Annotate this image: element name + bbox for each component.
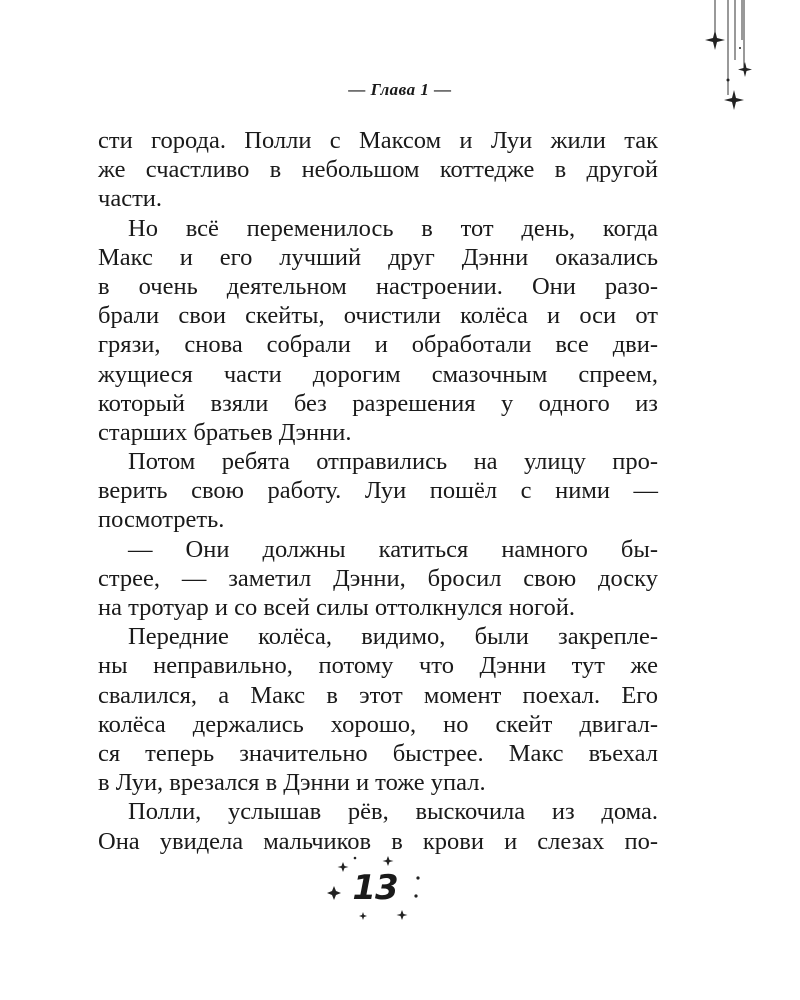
text-line: брали свои скейты, очистили колёса и оси от <box>98 302 658 330</box>
text-line: жущиеся части дорогим смазочным спреем, <box>98 360 658 388</box>
paragraph-3 <box>98 447 658 535</box>
paragraph-5 <box>98 622 658 797</box>
text-line: старших братьев Дэнни. <box>98 418 352 446</box>
text-line: Полли, услышав рёв, выскочила из дома. <box>128 798 658 826</box>
text-line: в Луи, врезался в Дэнни и тоже упал. <box>98 769 486 797</box>
body-text <box>98 126 658 856</box>
text-line: на тротуар и со всей силы оттолкнулся ногой. <box>98 594 575 621</box>
text-line: Она увидела мальчиков в крови и слезах по- <box>98 827 658 855</box>
text-line: в очень деятельном настроении. Они разо- <box>98 272 658 300</box>
text-line: же счастливо в небольшом коттедже в другой <box>98 156 658 184</box>
text-line: колёса держались хорошо, но скейт двигал- <box>98 710 658 738</box>
paragraph-2 <box>98 214 658 448</box>
text-line: посмотреть. <box>98 506 225 534</box>
text-line: — Они должны катиться намного бы- <box>128 535 658 563</box>
text-line: Потом ребята отправились на улицу про- <box>128 448 658 476</box>
text-line: ся теперь значительно быстрее. Макс въехал <box>98 739 658 767</box>
text-line: стрее, — заметил Дэнни, бросил свою доску <box>98 564 658 592</box>
text-line: Макс и его лучший друг Дэнни оказались <box>98 243 658 271</box>
page-number: 13 <box>352 868 398 908</box>
text-line: грязи, снова собрали и обработали все дви- <box>98 331 658 359</box>
text-line: свалился, а Макс в этот момент поехал. Его <box>98 681 658 709</box>
text-line: сти города. Полли с Максом и Луи жили так <box>98 127 658 154</box>
page-number-block <box>320 850 430 930</box>
text-line: верить свою работу. Луи пошёл с ними — <box>98 477 658 505</box>
text-line: ны неправильно, потому что Дэнни тут же <box>98 652 658 680</box>
paragraph-1 <box>98 126 658 214</box>
chapter-header: — Глава 1 — <box>348 80 452 99</box>
text-line: который взяли без разрешения у одного из <box>98 389 658 417</box>
text-line: части. <box>98 185 163 213</box>
text-line: Но всё переменилось в тот день, когда <box>128 214 658 242</box>
paragraph-4 <box>98 535 658 623</box>
text-line: Передние колёса, видимо, были закрепле- <box>128 623 658 651</box>
paragraph-6 <box>98 797 658 855</box>
